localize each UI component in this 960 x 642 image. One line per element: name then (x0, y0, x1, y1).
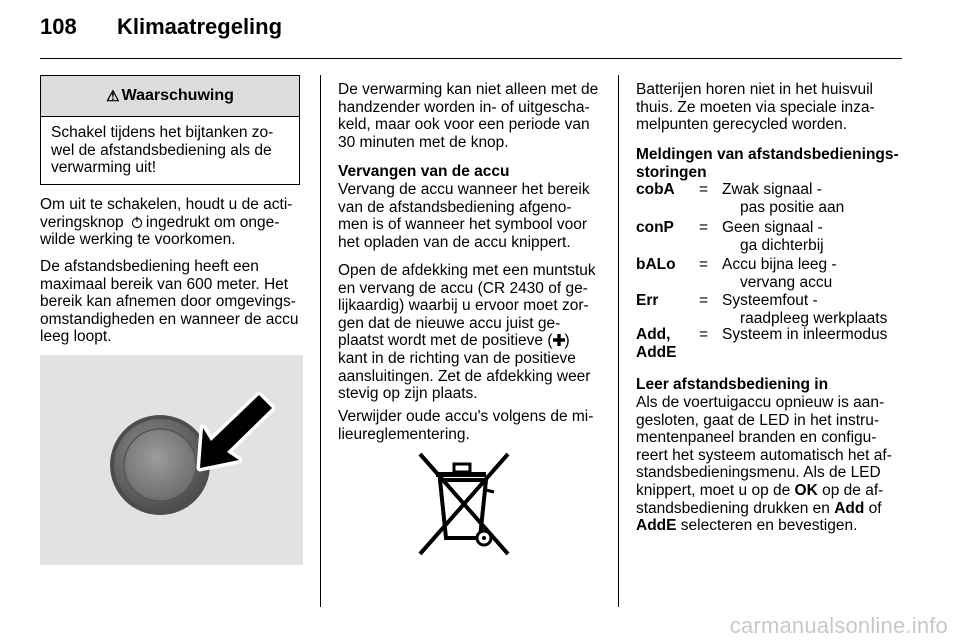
col1-paragraph-1 (40, 196, 310, 249)
column-divider-2 (618, 75, 619, 607)
text-segment: plaatst wordt met de positieve ( (338, 332, 553, 350)
heading-messages (636, 146, 906, 181)
text-line: handzender worden in- of uitgescha- (338, 98, 590, 116)
text-line: Add, (636, 326, 671, 343)
text-line: kant in de richting van de positieve (338, 349, 576, 367)
watermark: carmanualsonline.info (729, 613, 948, 638)
col2-paragraph-3 (338, 262, 613, 403)
text-line: mentenpaneel branden en configu- (636, 429, 877, 447)
warning-line: verwarming uit! (51, 159, 157, 177)
text-line (40, 214, 310, 232)
text-line: Als de voertuigaccu opnieuw is aan- (636, 394, 885, 411)
col3-paragraph-2 (636, 394, 911, 535)
adde-label: AddE (636, 517, 677, 535)
message-equals: = (699, 326, 709, 343)
remote-button-photo (40, 355, 303, 565)
text-line: maximaal bereik van 600 meter. Het (40, 275, 289, 293)
text-line: standsbedieningsmenu. Als de LED (636, 464, 881, 482)
text-line: Systeem in inleermodus (722, 326, 888, 343)
add-label: Add (834, 499, 865, 517)
text-line: De afstandsbediening heeft een (40, 258, 259, 275)
text-segment: op de af- (817, 481, 884, 499)
text-line (338, 332, 613, 350)
text-line: gesloten, gaat de LED in het instru- (636, 411, 879, 429)
text-segment: ingedrukt om onge- (145, 213, 280, 231)
col2-paragraph-2 (338, 181, 613, 251)
text-line: pas positie aan (740, 198, 845, 216)
text-line: Verwijder oude accu's volgens de mi- (338, 408, 594, 425)
text-line (636, 482, 911, 500)
warning-triangle-icon: ⚠ (106, 88, 120, 105)
message-code: Err (636, 292, 659, 309)
column-divider-1 (320, 75, 321, 607)
text-line: Vervang de accu wanneer het bereik (338, 181, 590, 198)
text-line: wilde werking te voorkomen. (40, 231, 236, 249)
warning-line: wel de afstandsbediening als de (51, 141, 272, 159)
text-line: 30 minuten met de knop. (338, 133, 509, 151)
text-line: Geen signaal - (722, 219, 823, 236)
text-line: Accu bijna leeg - (722, 256, 837, 273)
text-line: gen dat de nieuwe accu juist ge- (338, 314, 561, 332)
text-line: Systeemfout - (722, 292, 818, 309)
warning-title: Waarschuwing (121, 87, 234, 104)
text-segment: of (864, 499, 882, 517)
text-line: men is of wanneer het symbool voor (338, 216, 587, 234)
col2-paragraph-1 (338, 81, 613, 151)
text-line: lijkaardig) waarbij u ervoor moet zor- (338, 297, 589, 315)
text-line: keld, maar ook voor een periode van (338, 116, 590, 134)
page-number: 108 (40, 14, 77, 39)
message-code (636, 326, 676, 361)
text-line: stevig op zijn plaats. (338, 385, 478, 403)
text-segment: veringsknop (40, 213, 124, 231)
text-line (636, 517, 911, 535)
header-rule (40, 58, 902, 59)
message-equals: = (699, 181, 709, 198)
text-line: raadpleeg werkplaats (740, 309, 888, 327)
text-segment: selecteren en bevestigen. (676, 517, 858, 535)
remote-button-illustration (40, 355, 303, 565)
text-line: en vervang de accu (CR 2430 of ge- (338, 279, 588, 297)
page-title: Klimaatregeling (117, 14, 283, 39)
text-line: Batterijen horen niet in het huisvuil (636, 81, 873, 98)
message-code: conP (636, 219, 674, 236)
plus-icon (553, 334, 565, 346)
warning-header (41, 76, 299, 117)
col1-paragraph-2 (40, 258, 310, 346)
message-description (722, 326, 906, 344)
text-line: thuis. Ze moeten via speciale inza- (636, 98, 875, 116)
text-line: melpunten gerecycled worden. (636, 116, 848, 134)
warning-line: Schakel tijdens het bijtanken zo- (51, 124, 274, 141)
text-line: van de afstandsbediening afgeno- (338, 198, 572, 216)
text-line: aansluitingen. Zet de afdekking weer (338, 367, 591, 385)
ok-label: OK (794, 481, 818, 499)
text-line: het opladen van de accu knippert. (338, 233, 571, 251)
col3-paragraph-1 (636, 81, 906, 134)
col2-paragraph-4 (338, 408, 613, 443)
text-line: Open de afdekking met een muntstuk (338, 262, 596, 279)
message-description (722, 256, 906, 291)
power-button-icon (131, 216, 143, 229)
text-line: reert het systeem automatisch het af- (636, 446, 892, 464)
text-line: Zwak signaal - (722, 181, 822, 198)
text-line: vervang accu (740, 273, 833, 291)
warning-box (40, 75, 300, 185)
message-description (722, 292, 906, 327)
text-line: leeg loopt. (40, 328, 112, 346)
text-segment: knippert, moet u op de (636, 481, 795, 499)
message-description (722, 219, 906, 254)
crossed-bin-icon (414, 450, 514, 558)
message-equals: = (699, 292, 709, 309)
message-equals: = (699, 256, 709, 273)
message-equals: = (699, 219, 709, 236)
warning-text (41, 117, 299, 177)
message-code: cobA (636, 181, 675, 198)
text-line: storingen (636, 163, 707, 181)
text-segment: standsbediening drukken en (636, 499, 835, 517)
text-line (636, 500, 911, 518)
text-line: omstandigheden en wanneer de accu (40, 310, 299, 328)
message-code: bALo (636, 256, 676, 273)
text-segment: ) (564, 332, 570, 350)
text-line: bereik kan afnemen door omgevings- (40, 293, 296, 311)
text-line: AddE (636, 343, 677, 361)
text-line: Om uit te schakelen, houdt u de acti- (40, 196, 293, 213)
message-description (722, 181, 906, 216)
heading-learn-remote: Leer afstandsbediening in (636, 376, 829, 393)
text-line: Meldingen van afstandsbedienings- (636, 146, 899, 163)
text-line: lieureglementering. (338, 425, 470, 443)
text-line: De verwarming kan niet alleen met de (338, 81, 599, 98)
heading-replace-battery: Vervangen van de accu (338, 163, 510, 180)
text-line: ga dichterbij (740, 236, 824, 254)
